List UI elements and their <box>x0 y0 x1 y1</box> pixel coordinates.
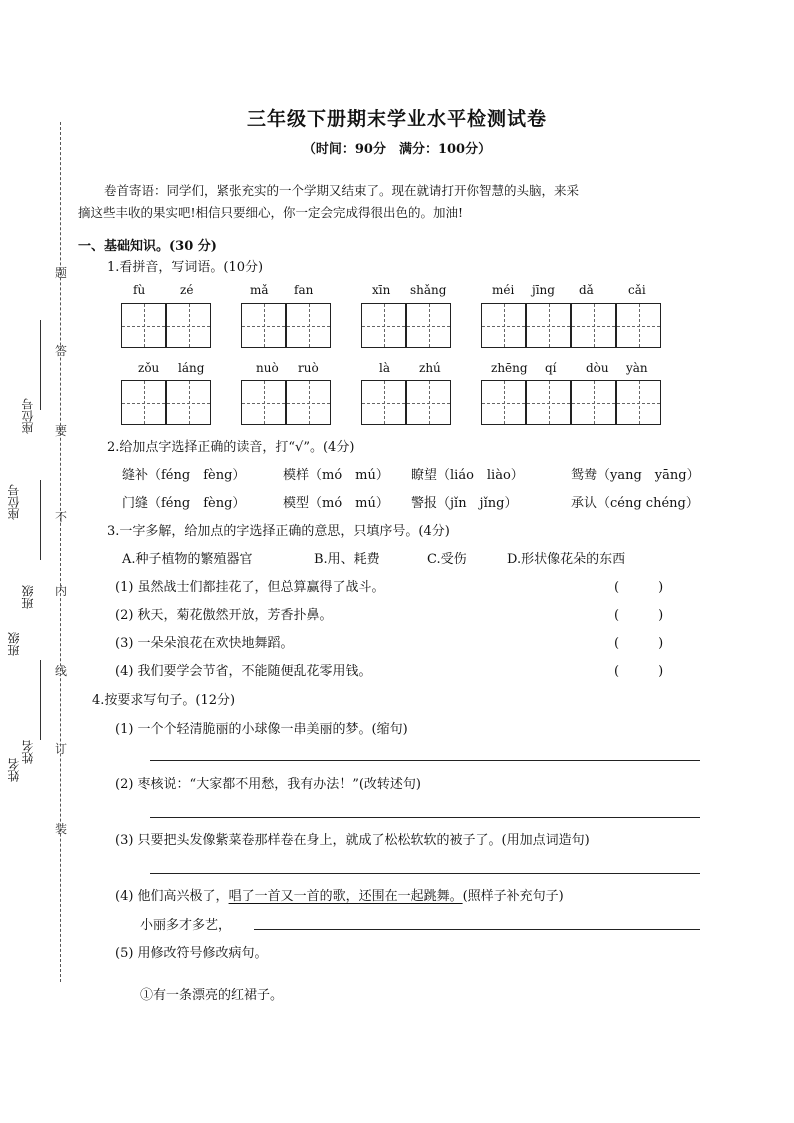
margin-write-line-3 <box>40 660 41 740</box>
margin-char-1: 题 <box>55 266 68 280</box>
write-box[interactable] <box>361 380 406 425</box>
pinyin-label: láng <box>178 361 205 375</box>
write-box[interactable] <box>571 303 616 348</box>
pinyin-label: xīn <box>372 283 391 297</box>
pinyin-label: méi <box>492 283 515 297</box>
write-box[interactable] <box>166 303 211 348</box>
write-box[interactable] <box>481 303 526 348</box>
write-box[interactable] <box>166 380 211 425</box>
pinyin-label: yàn <box>626 361 648 375</box>
q3-option-d: D.形状像花朵的东西 <box>507 552 626 567</box>
margin-char-7: 订 <box>55 742 68 756</box>
intro-line-2: 摘这些丰收的果实吧!相信只要细心，你一定会完成得很出色的。加油! <box>78 205 464 220</box>
write-box[interactable] <box>526 303 571 348</box>
q3-title: 3.一字多解，给加点的字选择正确的意思，只填序号。(4分) <box>107 524 450 539</box>
write-box[interactable] <box>526 380 571 425</box>
q2-item: 承认（céng chéng） <box>571 496 699 511</box>
write-box[interactable] <box>616 380 661 425</box>
q4-s4-line2: 小丽多才多艺， <box>140 918 232 933</box>
q2-item: 警报（jǐn jǐng） <box>411 496 518 511</box>
write-box[interactable] <box>241 303 286 348</box>
margin-char-6: 线 <box>55 664 68 678</box>
pinyin-label: nuò <box>256 361 279 375</box>
q2-item: 模型（mó mú） <box>283 496 389 511</box>
margin-char-8: 装 <box>55 822 68 836</box>
section-heading: 一、基础知识。(30 分) <box>78 239 217 254</box>
write-box[interactable] <box>406 303 451 348</box>
label-class-outer: 班级 <box>7 632 21 656</box>
answer-line[interactable] <box>150 760 700 761</box>
margin-write-line-2 <box>40 480 41 560</box>
q4-s4-pre: (4) 他们高兴极了， <box>115 889 229 904</box>
answer-line[interactable] <box>254 929 700 930</box>
intro-line-1: 卷首寄语：同学们，紧张充实的一个学期又结束了。现在就请打开你智慧的头脑，来采 <box>104 183 580 198</box>
q4-sentence-5: (5) 用修改符号修改病句。 <box>115 946 268 961</box>
label-name: 姓名 <box>21 740 35 764</box>
margin-char-4: 不 <box>55 510 68 524</box>
write-box[interactable] <box>241 380 286 425</box>
pinyin-label: fan <box>294 283 314 297</box>
intro-text <box>78 180 728 224</box>
page-subtitle: （时间：90分 满分：100分） <box>302 142 492 157</box>
q1-title: 1.看拼音，写词语。(10分) <box>107 260 264 275</box>
pinyin-label: zhú <box>419 361 441 375</box>
binding-dashed-line <box>60 122 61 982</box>
q4-sentence-1: (1) 一个个轻清脆丽的小球像一串美丽的梦。(缩句) <box>115 722 408 737</box>
q4-sentence-2: (2) 枣核说：“大家都不用愁，我有办法！”(改转述句) <box>115 777 421 792</box>
answer-paren[interactable]: ( ) <box>614 664 664 679</box>
q3-option-b: B.用、耗费 <box>314 552 380 567</box>
margin-write-line-1 <box>40 320 41 410</box>
q3-option-a: A.种子植物的繁殖器官 <box>122 552 253 567</box>
answer-line[interactable] <box>150 873 700 874</box>
q4-s4-underlined: 唱了一首又一首的歌，还围在一起跳舞。 <box>228 889 463 904</box>
pinyin-label: zǒu <box>138 361 160 375</box>
answer-paren[interactable]: ( ) <box>614 580 664 595</box>
pinyin-label: dòu <box>586 361 609 375</box>
q4-sentence-3: (3) 只要把头发像紫菜卷那样卷在身上，就成了松松软软的被子了。(用加点词造句) <box>115 833 590 848</box>
q4-title: 4.按要求写句子。(12分) <box>92 693 236 708</box>
q3-item-4: (4) 我们要学会节省，不能随便乱花零用钱。 <box>115 664 372 679</box>
answer-paren[interactable]: ( ) <box>614 608 664 623</box>
q4-s5-item-1: ①有一条漂亮的红裙子。 <box>140 988 284 1003</box>
margin-char-3: 要 <box>55 424 68 438</box>
pinyin-label: jīng <box>532 283 555 297</box>
pinyin-label: dǎ <box>579 283 594 297</box>
page-title: 三年级下册期末学业水平检测试卷 <box>246 108 547 130</box>
pinyin-label: zhēng <box>491 361 528 375</box>
label-name-outer: 姓名 <box>7 758 21 782</box>
write-box[interactable] <box>571 380 616 425</box>
q2-item: 缝补（féng fèng） <box>122 468 246 483</box>
write-box[interactable] <box>121 303 166 348</box>
pinyin-label: qí <box>545 361 557 375</box>
write-box[interactable] <box>121 380 166 425</box>
write-box[interactable] <box>406 380 451 425</box>
q2-item: 门缝（féng fèng） <box>122 496 246 511</box>
write-box[interactable] <box>286 303 331 348</box>
label-seat-number-outer: 座位号 <box>7 484 21 520</box>
q3-item-3: (3) 一朵朵浪花在欢快地舞蹈。 <box>115 636 294 651</box>
q2-title: 2.给加点字选择正确的读音，打“√”。(4分) <box>107 440 355 455</box>
write-box[interactable] <box>361 303 406 348</box>
margin-char-5: 内 <box>55 584 68 598</box>
q2-item: 模样（mó mú） <box>283 468 389 483</box>
write-box[interactable] <box>286 380 331 425</box>
pinyin-label: là <box>379 361 390 375</box>
pinyin-label: fù <box>133 283 146 297</box>
answer-line[interactable] <box>150 817 700 818</box>
q2-item: 鸳鸯（yang yāng） <box>571 468 700 483</box>
q3-option-c: C.受伤 <box>427 552 467 567</box>
label-seat-number: 座位号 <box>21 398 35 434</box>
q3-item-1: (1) 虽然战士们都挂花了，但总算赢得了战斗。 <box>115 580 385 595</box>
label-class: 班级 <box>21 585 35 609</box>
pinyin-label: cǎi <box>628 283 646 297</box>
q3-item-2: (2) 秋天，菊花傲然开放，芳香扑鼻。 <box>115 608 333 623</box>
pinyin-label: zé <box>180 283 194 297</box>
q2-item: 瞭望（liáo liào） <box>411 468 524 483</box>
pinyin-label: mǎ <box>250 283 269 297</box>
write-box[interactable] <box>616 303 661 348</box>
answer-paren[interactable]: ( ) <box>614 636 664 651</box>
pinyin-label: shǎng <box>410 283 447 297</box>
margin-char-2: 答 <box>55 344 68 358</box>
q4-sentence-4 <box>115 885 564 904</box>
pinyin-label: ruò <box>298 361 319 375</box>
write-box[interactable] <box>481 380 526 425</box>
q4-s4-post: (照样子补充句子) <box>462 889 564 904</box>
